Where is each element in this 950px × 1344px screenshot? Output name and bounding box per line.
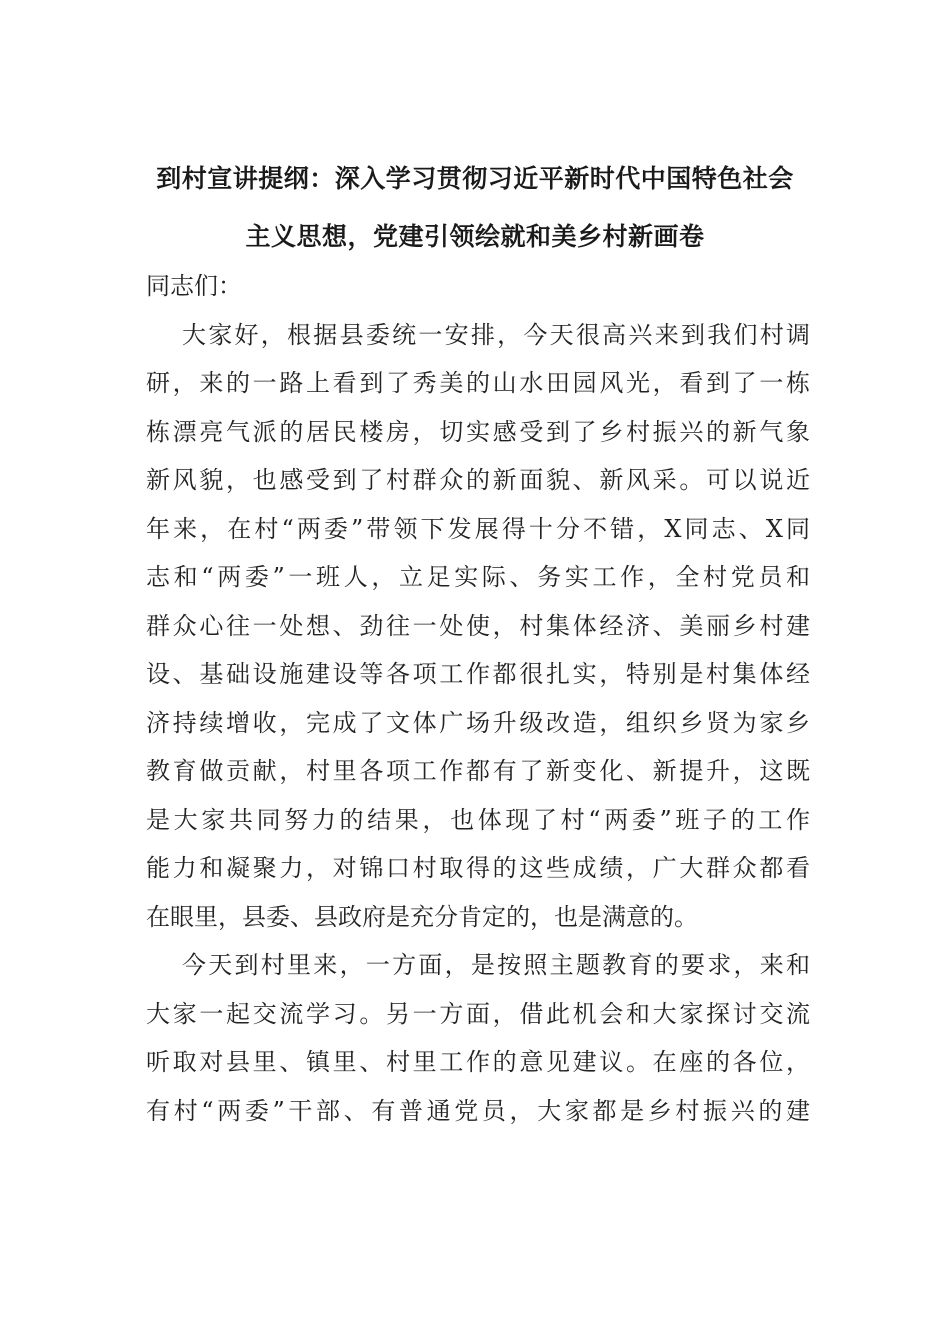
paragraph-2-line: 大家一起交流学习。另一方面，借此机会和大家探讨交流 <box>146 999 810 1028</box>
paragraph-1-line: 济持续增收，完成了文体广场升级改造，组织乡贤为家乡 <box>146 708 810 737</box>
paragraph-2-line: 今天到村里来，一方面，是按照主题教育的要求，来和 <box>182 951 810 979</box>
paragraph-1-line: 教育做贡献，村里各项工作都有了新变化、新提升，这既 <box>146 757 810 785</box>
paragraph-1-line: 年来，在村“两委”带领下发展得十分不错，X同志、X同 <box>146 514 810 543</box>
paragraph-2 <box>146 941 810 1135</box>
paragraph-1-line: 栋漂亮气派的居民楼房，切实感受到了乡村振兴的新气象 <box>146 417 810 446</box>
paragraph-1-line: 大家好，根据县委统一安排，今天很高兴来到我们村调 <box>182 320 810 349</box>
paragraph-1-line: 群众心往一处想、劲往一处使，村集体经济、美丽乡村建 <box>146 611 810 640</box>
paragraph-1-line: 是大家共同努力的结果，也体现了村“两委”班子的工作 <box>146 805 810 834</box>
paragraph-2-line: 听取对县里、镇里、村里工作的意见建议。在座的各位， <box>146 1048 810 1076</box>
document-body <box>146 262 810 1135</box>
title-line-2: 主义思想，党建引领绘就和美乡村新画卷 <box>245 222 705 251</box>
salutation: 同志们： <box>146 272 242 300</box>
paragraph-1 <box>146 311 810 942</box>
document-title <box>140 150 810 266</box>
title-line-1: 到村宣讲提纲：深入学习贯彻习近平新时代中国特色社会 <box>156 164 794 193</box>
paragraph-2-line: 有村“两委”干部、有普通党员，大家都是乡村振兴的建 <box>146 1096 810 1125</box>
paragraph-1-line: 能力和凝聚力，对锦口村取得的这些成绩，广大群众都看 <box>146 854 810 882</box>
paragraph-1-line: 设、基础设施建设等各项工作都很扎实，特别是村集体经 <box>146 660 810 688</box>
paragraph-1-line: 研，来的一路上看到了秀美的山水田园风光，看到了一栋 <box>146 369 810 397</box>
paragraph-1-line: 新风貌，也感受到了村群众的新面貌、新风采。可以说近 <box>146 466 810 494</box>
paragraph-1-line: 在眼里，县委、县政府是充分肯定的，也是满意的。 <box>146 902 698 931</box>
paragraph-1-line: 志和“两委”一班人，立足实际、务实工作，全村党员和 <box>146 563 810 591</box>
